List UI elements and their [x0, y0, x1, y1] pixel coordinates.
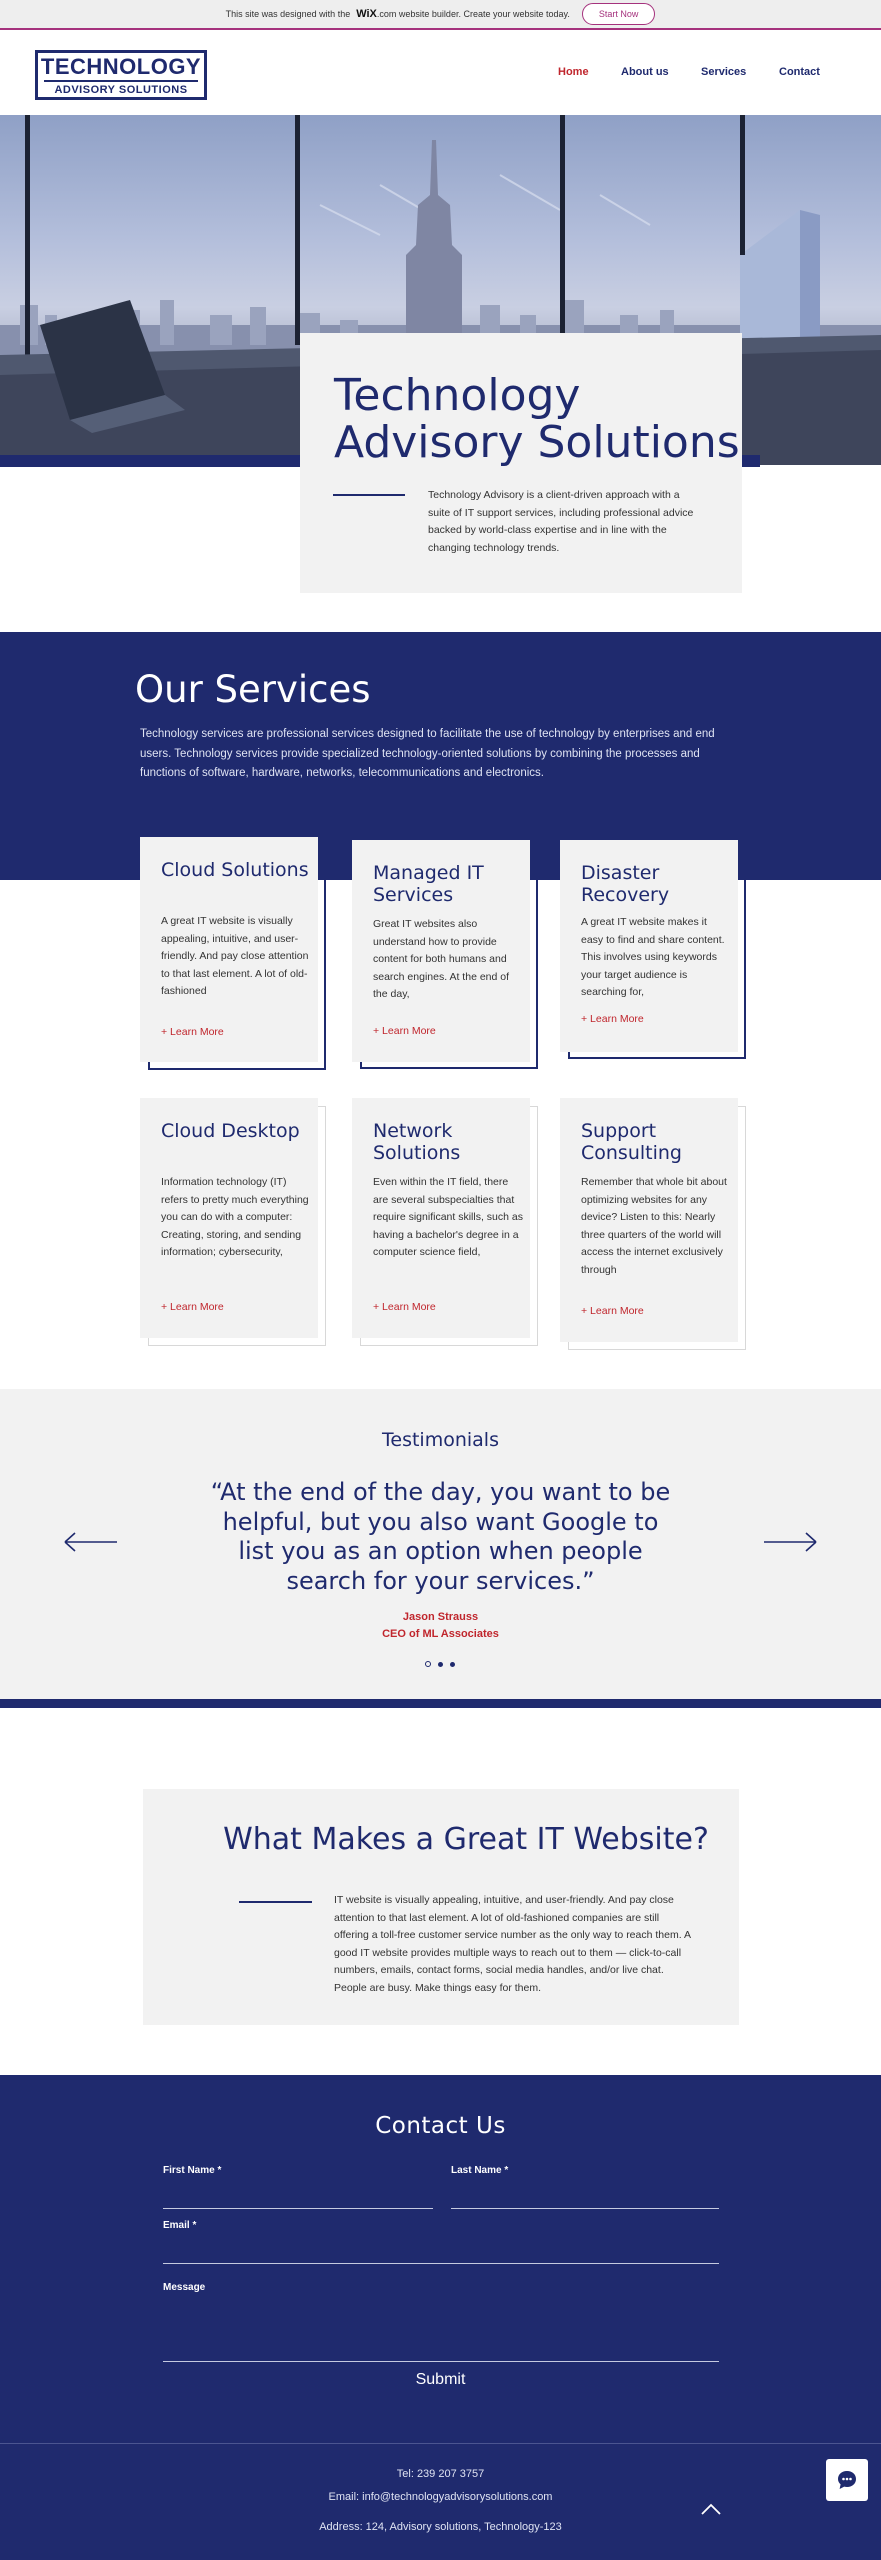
nav-home[interactable]: Home	[558, 66, 589, 78]
start-now-button[interactable]: Start Now	[582, 3, 656, 25]
slide-dot-2[interactable]	[438, 1662, 443, 1667]
wix-logo[interactable]: WiX	[356, 8, 377, 20]
hero-title-line2: Advisory Solutions	[334, 417, 740, 468]
footer-divider	[0, 2443, 881, 2444]
service-card-managed-it[interactable]	[352, 840, 530, 1062]
card-title: Managed IT Services	[373, 862, 484, 906]
site-logo[interactable]	[35, 50, 207, 100]
footer-address: Address: 124, Advisory solutions, Technology-123	[319, 2521, 562, 2533]
email-input[interactable]	[163, 2263, 719, 2264]
testimonials-title: Testimonials	[382, 1429, 499, 1451]
wix-banner-text-after: .com website builder. Create your website today.	[376, 9, 570, 19]
testimonial-author-name: Jason Strauss	[402, 1611, 479, 1623]
card-title: Support Consulting	[581, 1120, 682, 1164]
services-title: Our Services	[135, 668, 371, 711]
main-nav	[558, 66, 839, 78]
learn-more-link[interactable]: + Learn More	[373, 1301, 436, 1313]
hero-divider	[333, 494, 405, 496]
footer-email[interactable]: Email: info@technologyadvisorysolutions.com	[328, 2491, 553, 2503]
card-text: Great IT websites also understand how to provide content for both humans and search engines. At the end of the day,	[373, 918, 510, 1000]
logo-line1: TECHNOLOGY	[40, 54, 202, 79]
wix-banner-text: This site was designed with the	[225, 9, 351, 19]
testimonials-bottom-strip	[0, 1699, 881, 1708]
what-makes-title: What Makes a Great IT Website?	[223, 1822, 709, 1857]
slider-dots	[425, 1661, 455, 1667]
last-name-label: Last Name *	[451, 2165, 509, 2176]
service-card-cloud-solutions[interactable]	[140, 837, 318, 1062]
card-text: Remember that whole bit about optimizing websites for any device? Listen to this: Nearly three quarters of the world will access the internet exclusively through	[581, 1176, 727, 1276]
hero-title	[334, 372, 740, 466]
contact-title: Contact Us	[375, 2113, 506, 2139]
service-card-support-consulting[interactable]	[560, 1098, 738, 1342]
what-makes-description: IT website is visually appealing, intuitive, and user-friendly. And pay close attention to that last element. A lot of old-fashioned companies are still offering a toll-free customer service number as the only way to reach them. A good IT website provides multiple ways to reach out to them — click-to-call numbers, emails, contact forms, social media handles, and/or live chat. People are busy. Make things easy for them.	[334, 1894, 691, 1994]
card-text: A great IT website makes it easy to find and share content. This involves using keywords your target audience is searching for,	[581, 916, 725, 998]
card-text: A great IT website is visually appealing, intuitive, and user-friendly. And pay close attention to that last element. A lot of old-fashioned	[161, 915, 309, 997]
message-textarea[interactable]	[163, 2361, 719, 2362]
contact-section	[0, 2075, 881, 2560]
card-text: Even within the IT field, there are several subspecialties that require significant skills, such as having a bachelor's degree in a computer science field,	[373, 1176, 523, 1258]
hero-title-line1: Technology	[334, 370, 581, 421]
services-description: Technology services are professional services designed to facilitate the use of technology by enterprises and end users. Technology services provide specialized technology-oriented solutions by combining the processes and functions of software, hardware, networks, telecommunications and electronics.	[140, 728, 715, 779]
submit-button[interactable]: Submit	[415, 2371, 466, 2388]
card-text: Information technology (IT) refers to pretty much everything you can do with a computer: Creating, storing, and sending information; cybersecurity,	[161, 1176, 309, 1258]
next-arrow-icon[interactable]	[762, 1530, 818, 1554]
wix-promo-banner	[0, 0, 881, 30]
nav-about-us[interactable]: About us	[621, 66, 669, 78]
chat-button[interactable]	[826, 2459, 868, 2501]
what-makes-divider	[239, 1901, 312, 1903]
email-label: Email *	[163, 2220, 197, 2231]
message-label: Message	[163, 2282, 206, 2293]
previous-arrow-icon[interactable]	[63, 1530, 119, 1554]
chat-icon	[836, 2469, 858, 2491]
footer-tel: Tel: 239 207 3757	[396, 2468, 485, 2480]
learn-more-link[interactable]: + Learn More	[161, 1026, 224, 1038]
nav-services[interactable]: Services	[701, 66, 747, 78]
nav-contact[interactable]: Contact	[779, 66, 820, 78]
card-title: Cloud Solutions	[161, 859, 309, 881]
learn-more-link[interactable]: + Learn More	[581, 1013, 644, 1025]
slide-dot-3[interactable]	[450, 1662, 455, 1667]
card-title: Network Solutions	[373, 1120, 461, 1164]
testimonial-author-role: CEO of ML Associates	[382, 1628, 499, 1640]
last-name-input[interactable]	[451, 2208, 719, 2209]
testimonial-quote: “At the end of the day, you want to be helpful, but you also want Google to list you as an option when people search for your services.”	[210, 1478, 671, 1595]
service-card-disaster-recovery[interactable]	[560, 840, 738, 1052]
card-title: Cloud Desktop	[161, 1120, 300, 1142]
logo-line2: ADVISORY SOLUTIONS	[44, 80, 198, 97]
card-title: Disaster Recovery	[581, 862, 670, 906]
first-name-label: First Name *	[163, 2165, 222, 2176]
learn-more-link[interactable]: + Learn More	[581, 1305, 644, 1317]
hero-description: Technology Advisory is a client-driven approach with a suite of IT support services, including professional advice backed by world-class expertise and in line with the changing technology trends.	[428, 489, 694, 554]
learn-more-link[interactable]: + Learn More	[373, 1025, 436, 1037]
back-to-top-icon[interactable]	[700, 2501, 722, 2517]
slide-dot-1[interactable]	[425, 1661, 431, 1667]
service-card-network-solutions[interactable]	[352, 1098, 530, 1338]
learn-more-link[interactable]: + Learn More	[161, 1301, 224, 1313]
first-name-input[interactable]	[163, 2208, 433, 2209]
service-card-cloud-desktop[interactable]	[140, 1098, 318, 1338]
